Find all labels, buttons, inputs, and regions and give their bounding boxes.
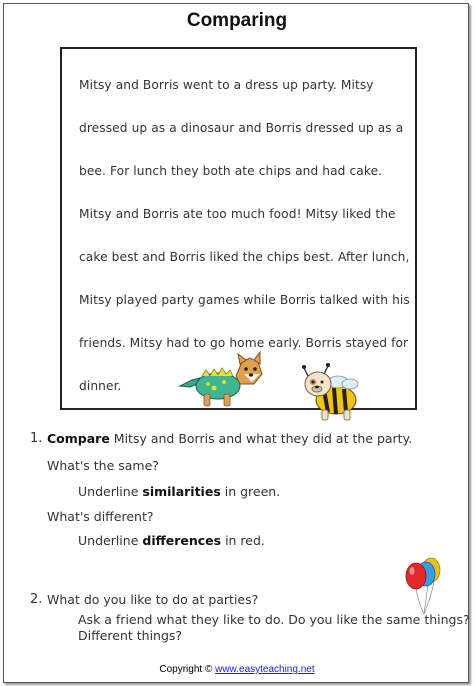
different-instruction-post: in red.: [221, 533, 265, 548]
corgi-dinosaur-costume-icon: [178, 352, 268, 414]
question-2-line-2: Different things?: [78, 628, 183, 643]
copyright-text: Copyright ©: [159, 664, 216, 675]
easyteaching-link[interactable]: www.easyteaching.net: [215, 664, 315, 675]
question-number-1: 1.: [30, 431, 43, 446]
story-line: Mitsy and Borris went to a dress up party. Mitsy: [79, 78, 374, 92]
story-line: friends. Mitsy had to go home early. Borris stayed for: [79, 336, 409, 350]
question-2-line-1: Ask a friend what they like to do. Do you like the same things?: [78, 612, 470, 627]
story-line: bee. For lunch they both ate chips and had cake.: [79, 164, 383, 178]
same-label: What's the same?: [47, 458, 159, 473]
question-1-text: [47, 431, 412, 446]
same-instruction-post: in green.: [220, 484, 281, 499]
copyright-footer: [0, 664, 474, 675]
story-line: dressed up as a dinosaur and Borris dressed up as a: [79, 121, 404, 135]
question-2-text: What do you like to do at parties?: [47, 592, 259, 607]
story-line: Mitsy played party games while Borris talked with his: [79, 293, 410, 307]
story-line: dinner.: [79, 379, 122, 393]
same-instruction: [78, 484, 280, 499]
same-instruction-pre: Underline: [78, 484, 143, 499]
different-instruction: [78, 533, 265, 548]
question-number-2: 2.: [30, 592, 43, 607]
similarities-keyword: similarities: [142, 484, 221, 499]
balloons-icon: [404, 552, 440, 616]
question-1-rest: Mitsy and Borris and what they did at the party.: [109, 431, 413, 446]
different-label: What's different?: [47, 509, 154, 524]
story-line: Mitsy and Borris ate too much food! Mitsy liked the: [79, 207, 396, 221]
question-1-keyword: Compare: [47, 431, 110, 446]
differences-keyword: differences: [142, 533, 222, 548]
page-title: Comparing: [186, 10, 288, 31]
bulldog-bee-costume-icon: [302, 362, 364, 424]
different-instruction-pre: Underline: [78, 533, 143, 548]
story-line: cake best and Borris liked the chips best. After lunch,: [79, 250, 410, 264]
